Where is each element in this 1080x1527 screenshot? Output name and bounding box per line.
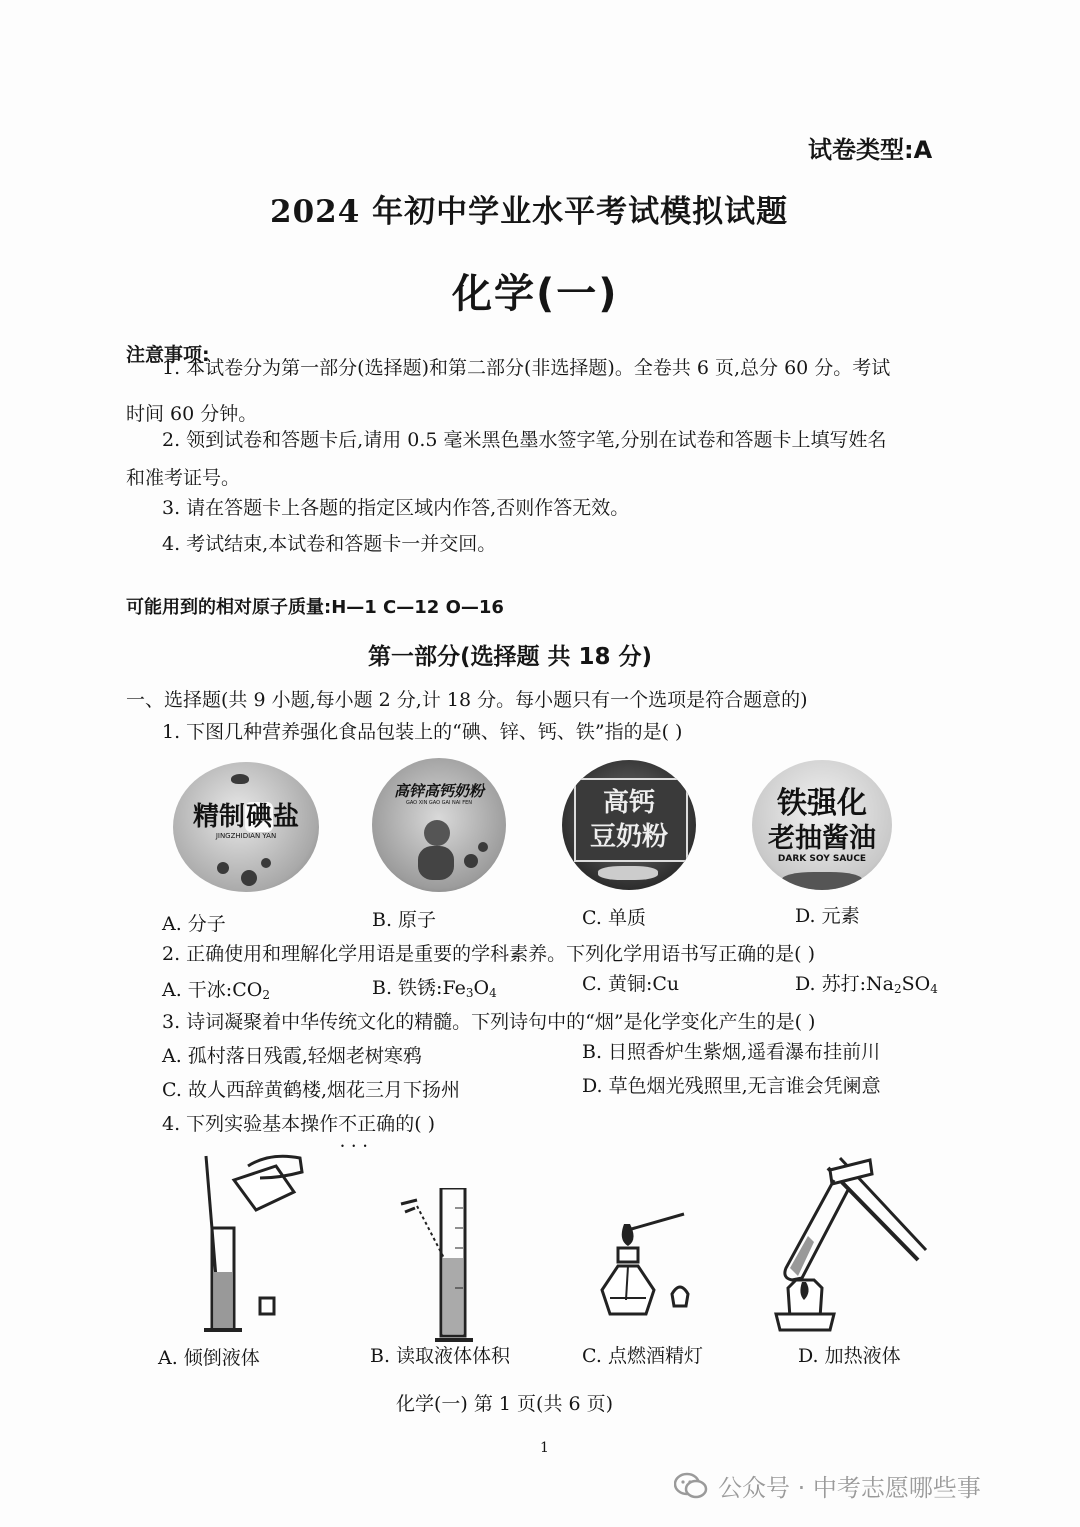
q4-stem-emphasis: 不正确 • • •	[338, 1113, 395, 1135]
q1-img1-pinyin: JINGZHIDIAN YAN	[215, 832, 277, 840]
q2-d-mid: SO	[901, 973, 931, 995]
notice-item-4: 4. 考试结束,本试卷和答题卡一并交回。	[162, 533, 497, 555]
q1-option-a: A. 分子	[162, 913, 226, 935]
q4-figure-heat-liquid	[768, 1150, 938, 1340]
q1-img1-text-a: 精制	[192, 802, 245, 832]
section1-heading: 一、选择题(共 9 小题,每小题 2 分,计 18 分。每小题只有一个选项是符合题意的)	[126, 689, 808, 711]
q3-option-c: C. 故人西辞黄鹤楼,烟花三月下扬州	[162, 1079, 460, 1101]
q2-b-text: B. 铁锈:Fe	[372, 977, 466, 999]
q3-stem: 3. 诗词凝聚着中华传统文化的精髓。下列诗句中的“烟”是化学变化产生的是( )	[162, 1011, 816, 1033]
q2-d-sub2: 4	[930, 982, 938, 996]
q1-img4-line1: 铁强化	[777, 786, 867, 821]
notice-item-2b: 和准考证号。	[126, 467, 241, 489]
q1-image-soy-milk	[562, 760, 696, 890]
q2-b-mid: O	[473, 977, 490, 999]
watermark	[674, 1468, 981, 1503]
q1-img4-en: DARK SOY SAUCE	[777, 854, 867, 864]
q4-option-a: A. 倾倒液体	[158, 1347, 260, 1369]
q1-option-c: C. 单质	[582, 907, 646, 929]
q2-stem: 2. 正确使用和理解化学用语是重要的学科素养。下列化学用语书写正确的是( )	[162, 943, 816, 965]
q2-d-text: D. 苏打:Na	[795, 973, 894, 995]
q2-a-sub: 2	[262, 988, 270, 1002]
q1-img3-line2: 豆奶粉	[589, 822, 668, 852]
q1-image-soy-sauce	[752, 760, 892, 890]
q1-option-b: B. 原子	[372, 909, 437, 931]
q2-d-sub1: 2	[894, 982, 902, 996]
notice-heading: 注意事项:	[126, 344, 210, 366]
q1-img2-text: 高锌高钙奶粉	[393, 782, 484, 800]
q4-figure-pour-liquid	[190, 1148, 330, 1338]
part1-title: 第一部分(选择题 共 18 分)	[368, 644, 653, 670]
q4-figure-read-volume	[395, 1188, 495, 1348]
page-footer: 化学(一) 第 1 页(共 6 页)	[396, 1393, 614, 1415]
subject-title: 化学(一)	[452, 271, 619, 317]
q1-img4-line2: 老抽酱油	[768, 823, 876, 854]
page-number: 1	[540, 1440, 549, 1456]
q1-option-d: D. 元素	[795, 905, 860, 927]
atomic-mass-line: 可能用到的相对原子质量:H—1 C—12 O—16	[126, 597, 504, 618]
notice-item-2a: 2. 领到试卷和答题卡后,请用 0.5 毫米黑色墨水签字笔,分别在试卷和答题卡上填写姓名	[162, 429, 887, 451]
q4-option-c: C. 点燃酒精灯	[582, 1345, 703, 1367]
q2-option-d	[795, 972, 938, 996]
q4-figure-light-lamp	[588, 1210, 718, 1340]
notice-item-1b: 时间 60 分钟。	[126, 403, 258, 425]
q1-image-milk-powder	[372, 758, 506, 892]
q2-b-sub2: 4	[489, 986, 497, 1000]
wechat-icon	[674, 1472, 708, 1500]
q4-stem-pre: 4. 下列实验基本操作	[162, 1113, 339, 1135]
q3-option-a: A. 孤村落日残霞,轻烟老树寒鸦	[162, 1045, 422, 1067]
q1-img3-line1: 高钙	[602, 788, 655, 818]
notice-item-1a: 1. 本试卷分为第一部分(选择题)和第二部分(非选择题)。全卷共 6 页,总分 60 分。考试	[162, 357, 891, 379]
q2-option-b	[372, 976, 497, 1000]
q1-image-iodized-salt	[173, 762, 319, 892]
notice-item-3: 3. 请在答题卡上各题的指定区域内作答,否则作答无效。	[162, 497, 630, 519]
q3-option-b: B. 日照香炉生紫烟,遥看瀑布挂前川	[582, 1041, 881, 1063]
exam-title: 2024 年初中学业水平考试模拟试题	[270, 194, 789, 230]
q4-stem	[162, 1112, 435, 1136]
q2-b-sub1: 3	[465, 986, 474, 1000]
q4-option-b: B. 读取液体体积	[370, 1345, 511, 1367]
q1-img2-small: GAO XIN GAO GAI NAI FEN	[405, 800, 473, 806]
q4-option-d: D. 加热液体	[798, 1345, 901, 1367]
watermark-text: 公众号 · 中考志愿哪些事	[718, 1474, 981, 1502]
q1-img1-text-c: 盐	[273, 802, 300, 832]
q1-stem: 1. 下图几种营养强化食品包装上的“碘、锌、钙、铁”指的是( )	[162, 721, 683, 743]
q2-option-c: C. 黄铜:Cu	[582, 973, 680, 995]
q2-a-text: A. 干冰:CO	[162, 979, 263, 1001]
q2-option-a	[162, 978, 270, 1002]
q1-img1-text-b: 碘	[245, 802, 272, 832]
paper-type: 试卷类型:A	[808, 136, 933, 164]
q4-stem-post: 的( )	[395, 1113, 436, 1135]
q3-option-d: D. 草色烟光残照里,无言谁会凭阑意	[582, 1075, 881, 1097]
